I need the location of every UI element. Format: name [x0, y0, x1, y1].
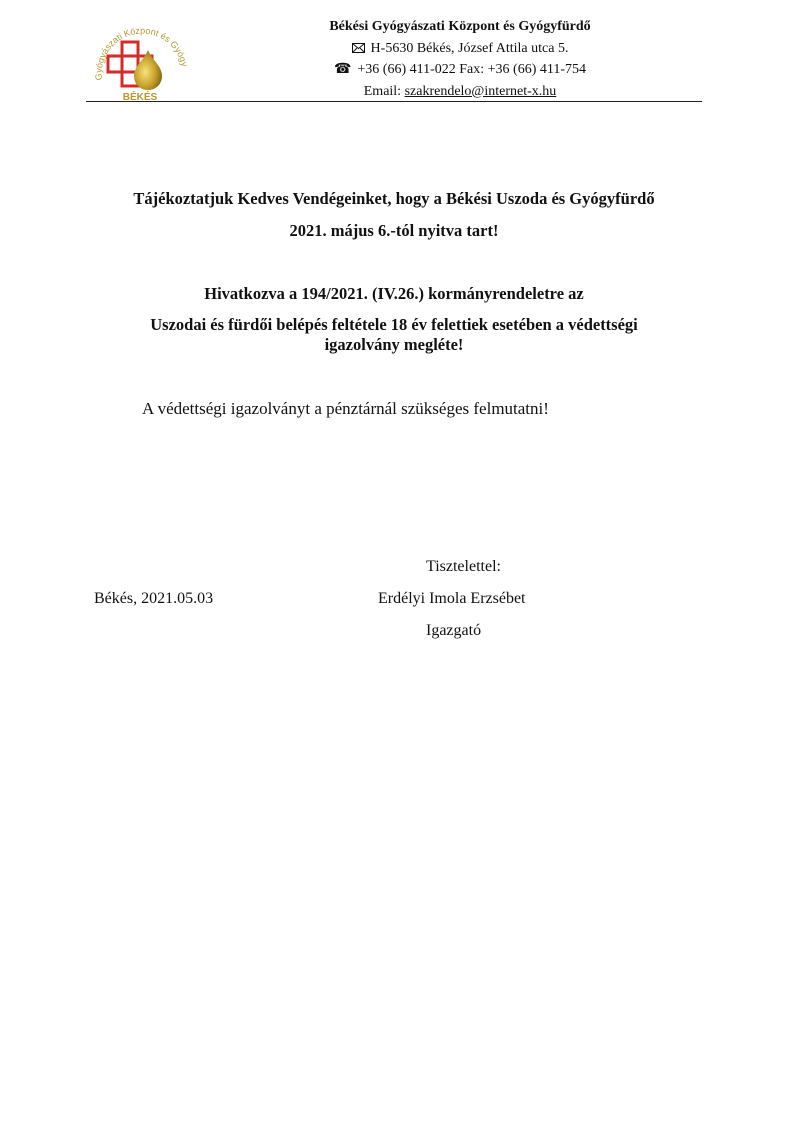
email-label: Email:	[363, 83, 405, 99]
phone-text: +36 (66) 411-022 Fax: +36 (66) 411-754	[357, 62, 587, 77]
notice-entry-condition-line-2: igazolvány megléte!	[324, 335, 464, 354]
telephone-icon: ☎	[333, 62, 352, 77]
envelope-icon	[352, 42, 365, 56]
logo-bottom-text: BÉKÉS	[122, 92, 158, 102]
address-text: H-5630 Békés, József Attila utca 5.	[370, 40, 569, 56]
notice-opening-date: 2021. május 6.-tól nyitva tart!	[289, 221, 499, 240]
organization-name: Békési Gyógyászati Központ és Gyógyfürdő	[329, 19, 591, 34]
address-line	[270, 38, 650, 60]
logo	[86, 14, 194, 102]
notice-regulation-reference: Hivatkozva a 194/2021. (IV.26.) kormányrendeletre az	[204, 284, 584, 303]
signer-title: Igazgató	[426, 622, 482, 639]
place-and-date: Békés, 2021.05.03	[94, 590, 214, 607]
email-link[interactable]: szakrendelo@internet-x.hu	[404, 83, 557, 99]
letterhead	[270, 16, 650, 102]
notice-entry-condition-line-1: Uszodai és fürdői belépés feltétele 18 év felettiek esetében a védettségi	[150, 315, 638, 334]
signer-name: Erdélyi Imola Erzsébet	[378, 590, 526, 607]
email-line	[270, 81, 650, 103]
notice-entry-condition	[86, 315, 702, 355]
notice-instruction: A védettségi igazolványt a pénztárnál szükséges felmutatni!	[142, 399, 549, 418]
logo-arc-text: Gyógyászati Központ és Gyógy	[93, 25, 190, 81]
notice-intro: Tájékoztatjuk Kedves Vendégeinket, hogy a Békési Uszoda és Gyógyfürdő	[133, 189, 655, 208]
phone-line	[270, 59, 650, 81]
header-divider	[86, 101, 702, 102]
closing-salutation: Tisztelettel:	[426, 558, 501, 575]
